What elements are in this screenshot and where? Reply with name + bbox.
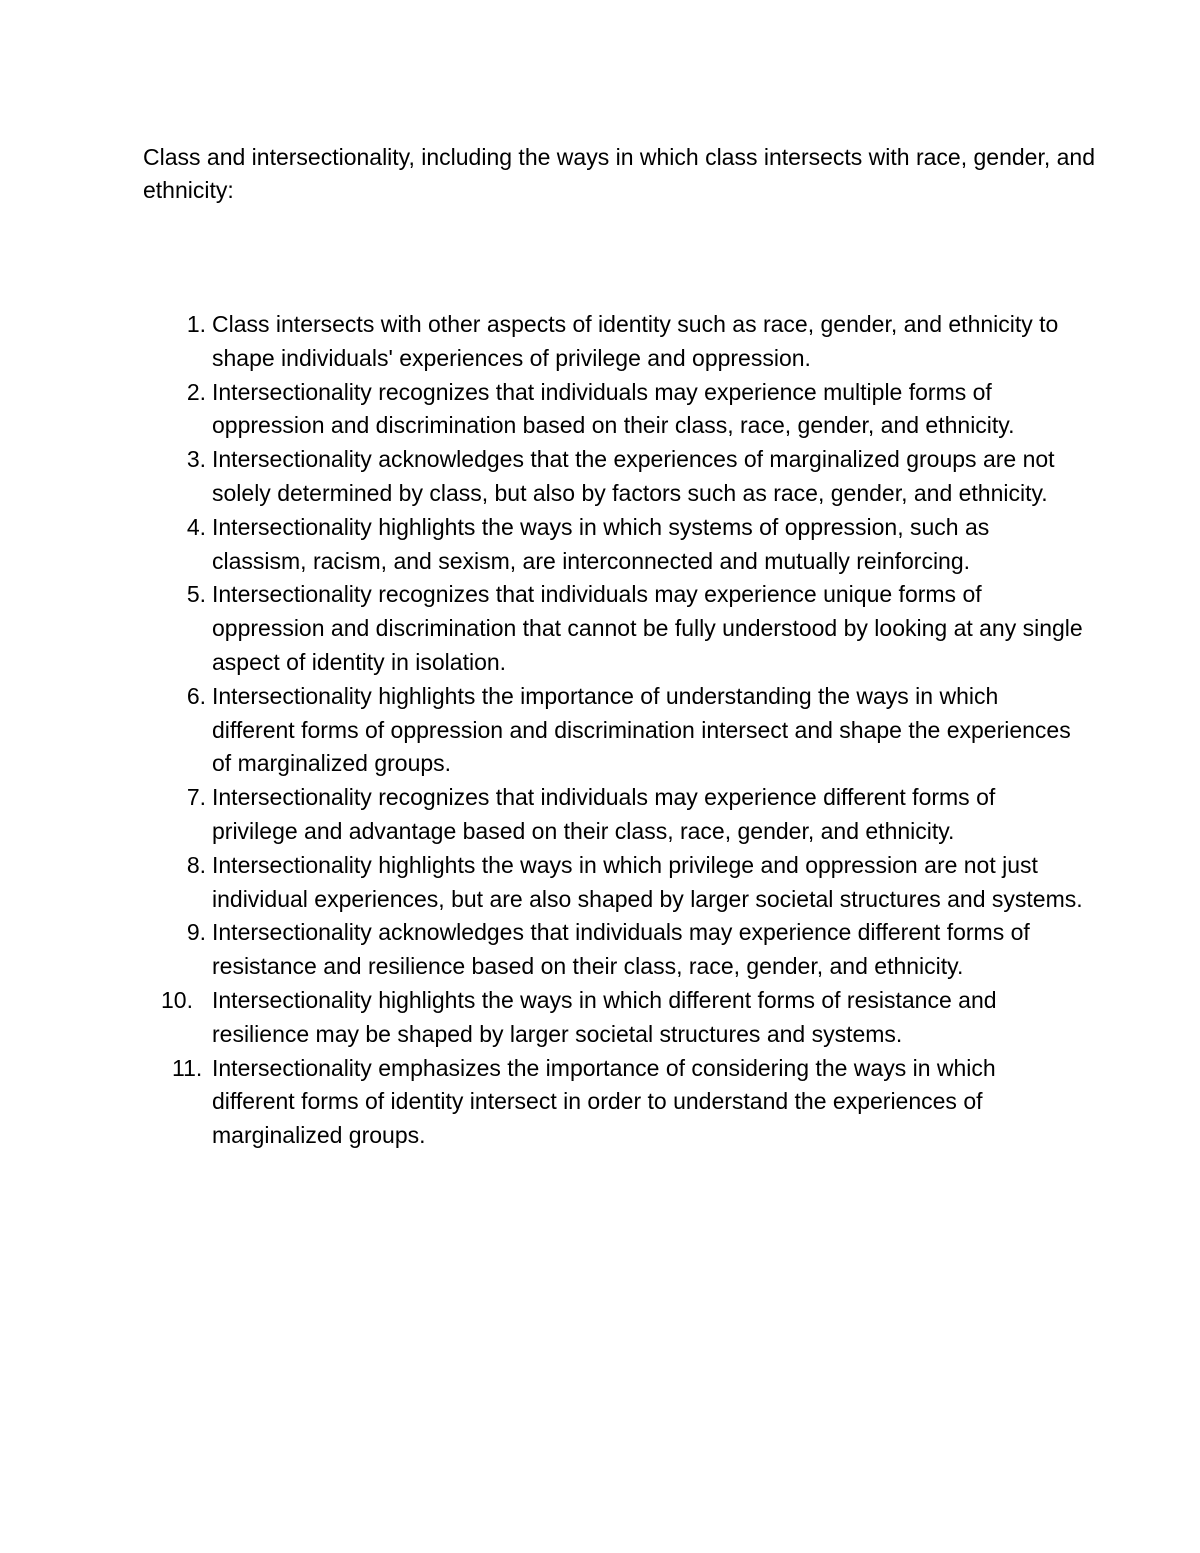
list-item-number: 2.: [186, 378, 206, 405]
list-item: [143, 916, 1083, 984]
list-item-number: 8.: [186, 851, 206, 878]
list-item-text: Intersectionality acknowledges that the experiences of marginalized groups are not solely determined by class, but also by factors such as race, gender, and ethnicity.: [212, 446, 1055, 506]
list-item-number: 1.: [186, 311, 206, 337]
list-item: [143, 680, 1083, 781]
list-item-text: Intersectionality emphasizes the importance of considering the ways in which different forms of identity intersect in order to understand the experiences of marginalized groups.: [212, 1054, 996, 1149]
list-item: [143, 578, 1083, 679]
list-item: [143, 443, 1083, 511]
list-item: [143, 781, 1083, 849]
list-item: [143, 849, 1083, 917]
list-item-number: 11.: [172, 1054, 203, 1081]
list-item: [143, 511, 1083, 579]
list-item-text: Intersectionality highlights the ways in which different forms of resistance and resilience may be shaped by larger societal structures and systems.: [212, 986, 997, 1047]
list-item: [143, 308, 1083, 376]
list-item-number: 7.: [186, 784, 206, 811]
list-item-number: 10.: [161, 986, 193, 1013]
list-item: [143, 376, 1083, 444]
list-item-number: 4.: [186, 513, 206, 540]
list-item: [143, 1052, 1083, 1153]
list-item-text: Class intersects with other aspects of identity such as race, gender, and ethnicity to shape individuals' experiences of privilege and oppression.: [212, 311, 1059, 371]
numbered-list: [143, 308, 1083, 1153]
list-item-text: Intersectionality recognizes that individuals may experience different forms of privilege and advantage based on their class, race, gender, and ethnicity.: [212, 784, 996, 844]
list-item: [143, 984, 1083, 1052]
list-item-number: 3.: [186, 446, 206, 473]
list-item-number: 5.: [186, 581, 206, 608]
list-item-text: Intersectionality recognizes that individuals may experience unique forms of oppression and discrimination that cannot be fully understood by looking at any single aspect of identity in isolation.: [212, 581, 1083, 675]
list-item-text: Intersectionality recognizes that individuals may experience multiple forms of oppression and discrimination based on their class, race, gender, and ethnicity.: [212, 378, 1015, 439]
intro-paragraph: Class and intersectionality, including the ways in which class intersects with race, gender, and ethnicity:: [143, 144, 1095, 203]
list-item-text: Intersectionality highlights the importance of understanding the ways in which different forms of oppression and discrimination intersect and shape the experiences of marginalized groups.: [212, 682, 1071, 777]
list-item-number: 9.: [186, 919, 206, 946]
list-item-text: Intersectionality highlights the ways in which systems of oppression, such as classism, racism, and sexism, are interconnected and mutually reinforcing.: [212, 513, 990, 574]
list-item-text: Intersectionality acknowledges that individuals may experience different forms of resistance and resilience based on their class, race, gender, and ethnicity.: [212, 919, 1030, 980]
list-item-text: Intersectionality highlights the ways in which privilege and oppression are not just individual experiences, but are also shaped by larger societal structures and systems.: [212, 851, 1083, 912]
list-item-number: 6.: [186, 682, 206, 709]
